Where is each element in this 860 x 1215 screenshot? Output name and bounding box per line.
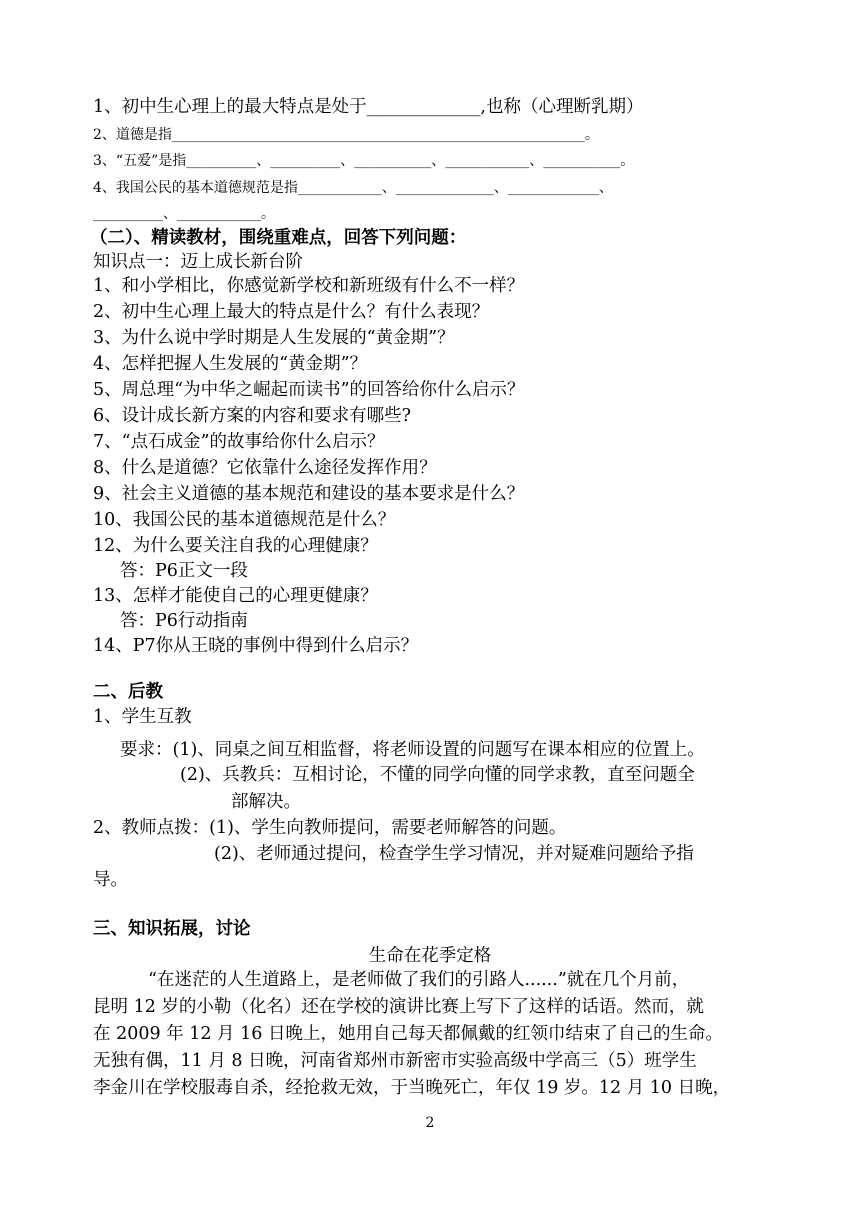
story-paragraph-line: 李金川在学校服毒自杀，经抢救无效，于当晚死亡，年仅 19 岁。12 月 10 日晚， — [93, 1078, 731, 1098]
story-paragraph-line: “在迷茫的人生道路上，是老师做了我们的引路人......”就在几个月前， — [148, 970, 690, 990]
section-heading-knowledge-extension: 三、知识拓展，讨论 — [93, 919, 251, 939]
story-paragraph-line: 昆明 12 岁的小勒（化名）还在学校的演讲比赛上写下了这样的话语。然而，就 — [93, 997, 704, 1017]
story-title: 生命在花季定格 — [368, 946, 492, 966]
knowledge-point-title: 知识点一：迈上成长新台阶 — [93, 252, 303, 272]
requirement-2-continued: 部解决。 — [231, 792, 301, 812]
question-item: 8、什么是道德？它依靠什么途径发挥作用？ — [93, 458, 437, 478]
fill-in-question-4-continued: __________、____________。 — [93, 206, 275, 222]
question-item: 7、“点石成金”的故事给你什么启示？ — [93, 432, 385, 452]
question-item: 2、初中生心理上最大的特点是什么？有什么表现？ — [93, 302, 490, 322]
story-paragraph-line: 无独有偶，11 月 8 日晚，河南省郑州市新密市实验高级中学高三（5）班学生 — [93, 1051, 697, 1071]
fill-in-question-1: 1、初中生心理上的最大特点是处于_____________,也称（心理断乳期） — [93, 97, 644, 117]
section-heading-after-teaching: 二、后教 — [93, 682, 163, 702]
requirement-1: 要求：(1)、同桌之间互相监督，将老师设置的问题写在课本相应的位置上。 — [120, 740, 705, 760]
question-item: 13、怎样才能使自己的心理更健康？ — [93, 586, 378, 606]
question-item: 1、和小学相比，你感觉新学校和新班级有什么不一样？ — [93, 276, 525, 296]
after-teaching-item-2-part-2: (2)、老师通过提问，检查学生学习情况，并对疑难问题给予指 — [214, 844, 694, 864]
question-item: 5、周总理“为中华之崛起而读书”的回答给你什么启示？ — [93, 380, 525, 400]
question-item: 12、为什么要关注自我的心理健康？ — [93, 536, 378, 556]
story-paragraph-line: 在 2009 年 12 月 16 日晚上，她用自己每天都佩戴的红领巾结束了自己的生命。 — [93, 1024, 723, 1044]
question-item: 9、社会主义道德的基本规范和建设的基本要求是什么？ — [93, 484, 525, 504]
fill-in-question-4: 4、我国公民的基本道德规范是指____________、______________、_____________、 — [93, 180, 613, 196]
question-item: 10、我国公民的基本道德规范是什么？ — [93, 510, 396, 530]
requirement-2: (2)、兵教兵：互相讨论，不懂的同学向懂的同学求教，直至问题全 — [180, 765, 695, 785]
fill-in-question-2: 2、道德是指___________________________________________________________。 — [93, 127, 599, 143]
answer-note: 答：P6正文一段 — [120, 561, 248, 581]
after-teaching-item-1: 1、学生互教 — [93, 707, 192, 727]
answer-note: 答：P6行动指南 — [120, 611, 248, 631]
after-teaching-item-2-continued: 导。 — [93, 870, 128, 890]
question-item: 6、设计成长新方案的内容和要求有哪些? — [93, 406, 412, 426]
section-heading-close-reading: （二）、精读教材，围绕重难点，回答下列问题： — [90, 228, 467, 248]
fill-in-question-3: 3、“五爱”是指__________、__________、___________、____________、___________。 — [93, 153, 635, 169]
question-item: 3、为什么说中学时期是人生发展的“黄金期”？ — [93, 328, 455, 348]
page-number: 2 — [425, 1115, 435, 1131]
after-teaching-item-2: 2、教师点拨：(1)、学生向教师提问，需要老师解答的问题。 — [93, 818, 567, 838]
question-item: 4、怎样把握人生发展的“黄金期”？ — [93, 354, 368, 374]
question-item: 14、P7你从王晓的事例中得到什么启示？ — [93, 636, 419, 656]
